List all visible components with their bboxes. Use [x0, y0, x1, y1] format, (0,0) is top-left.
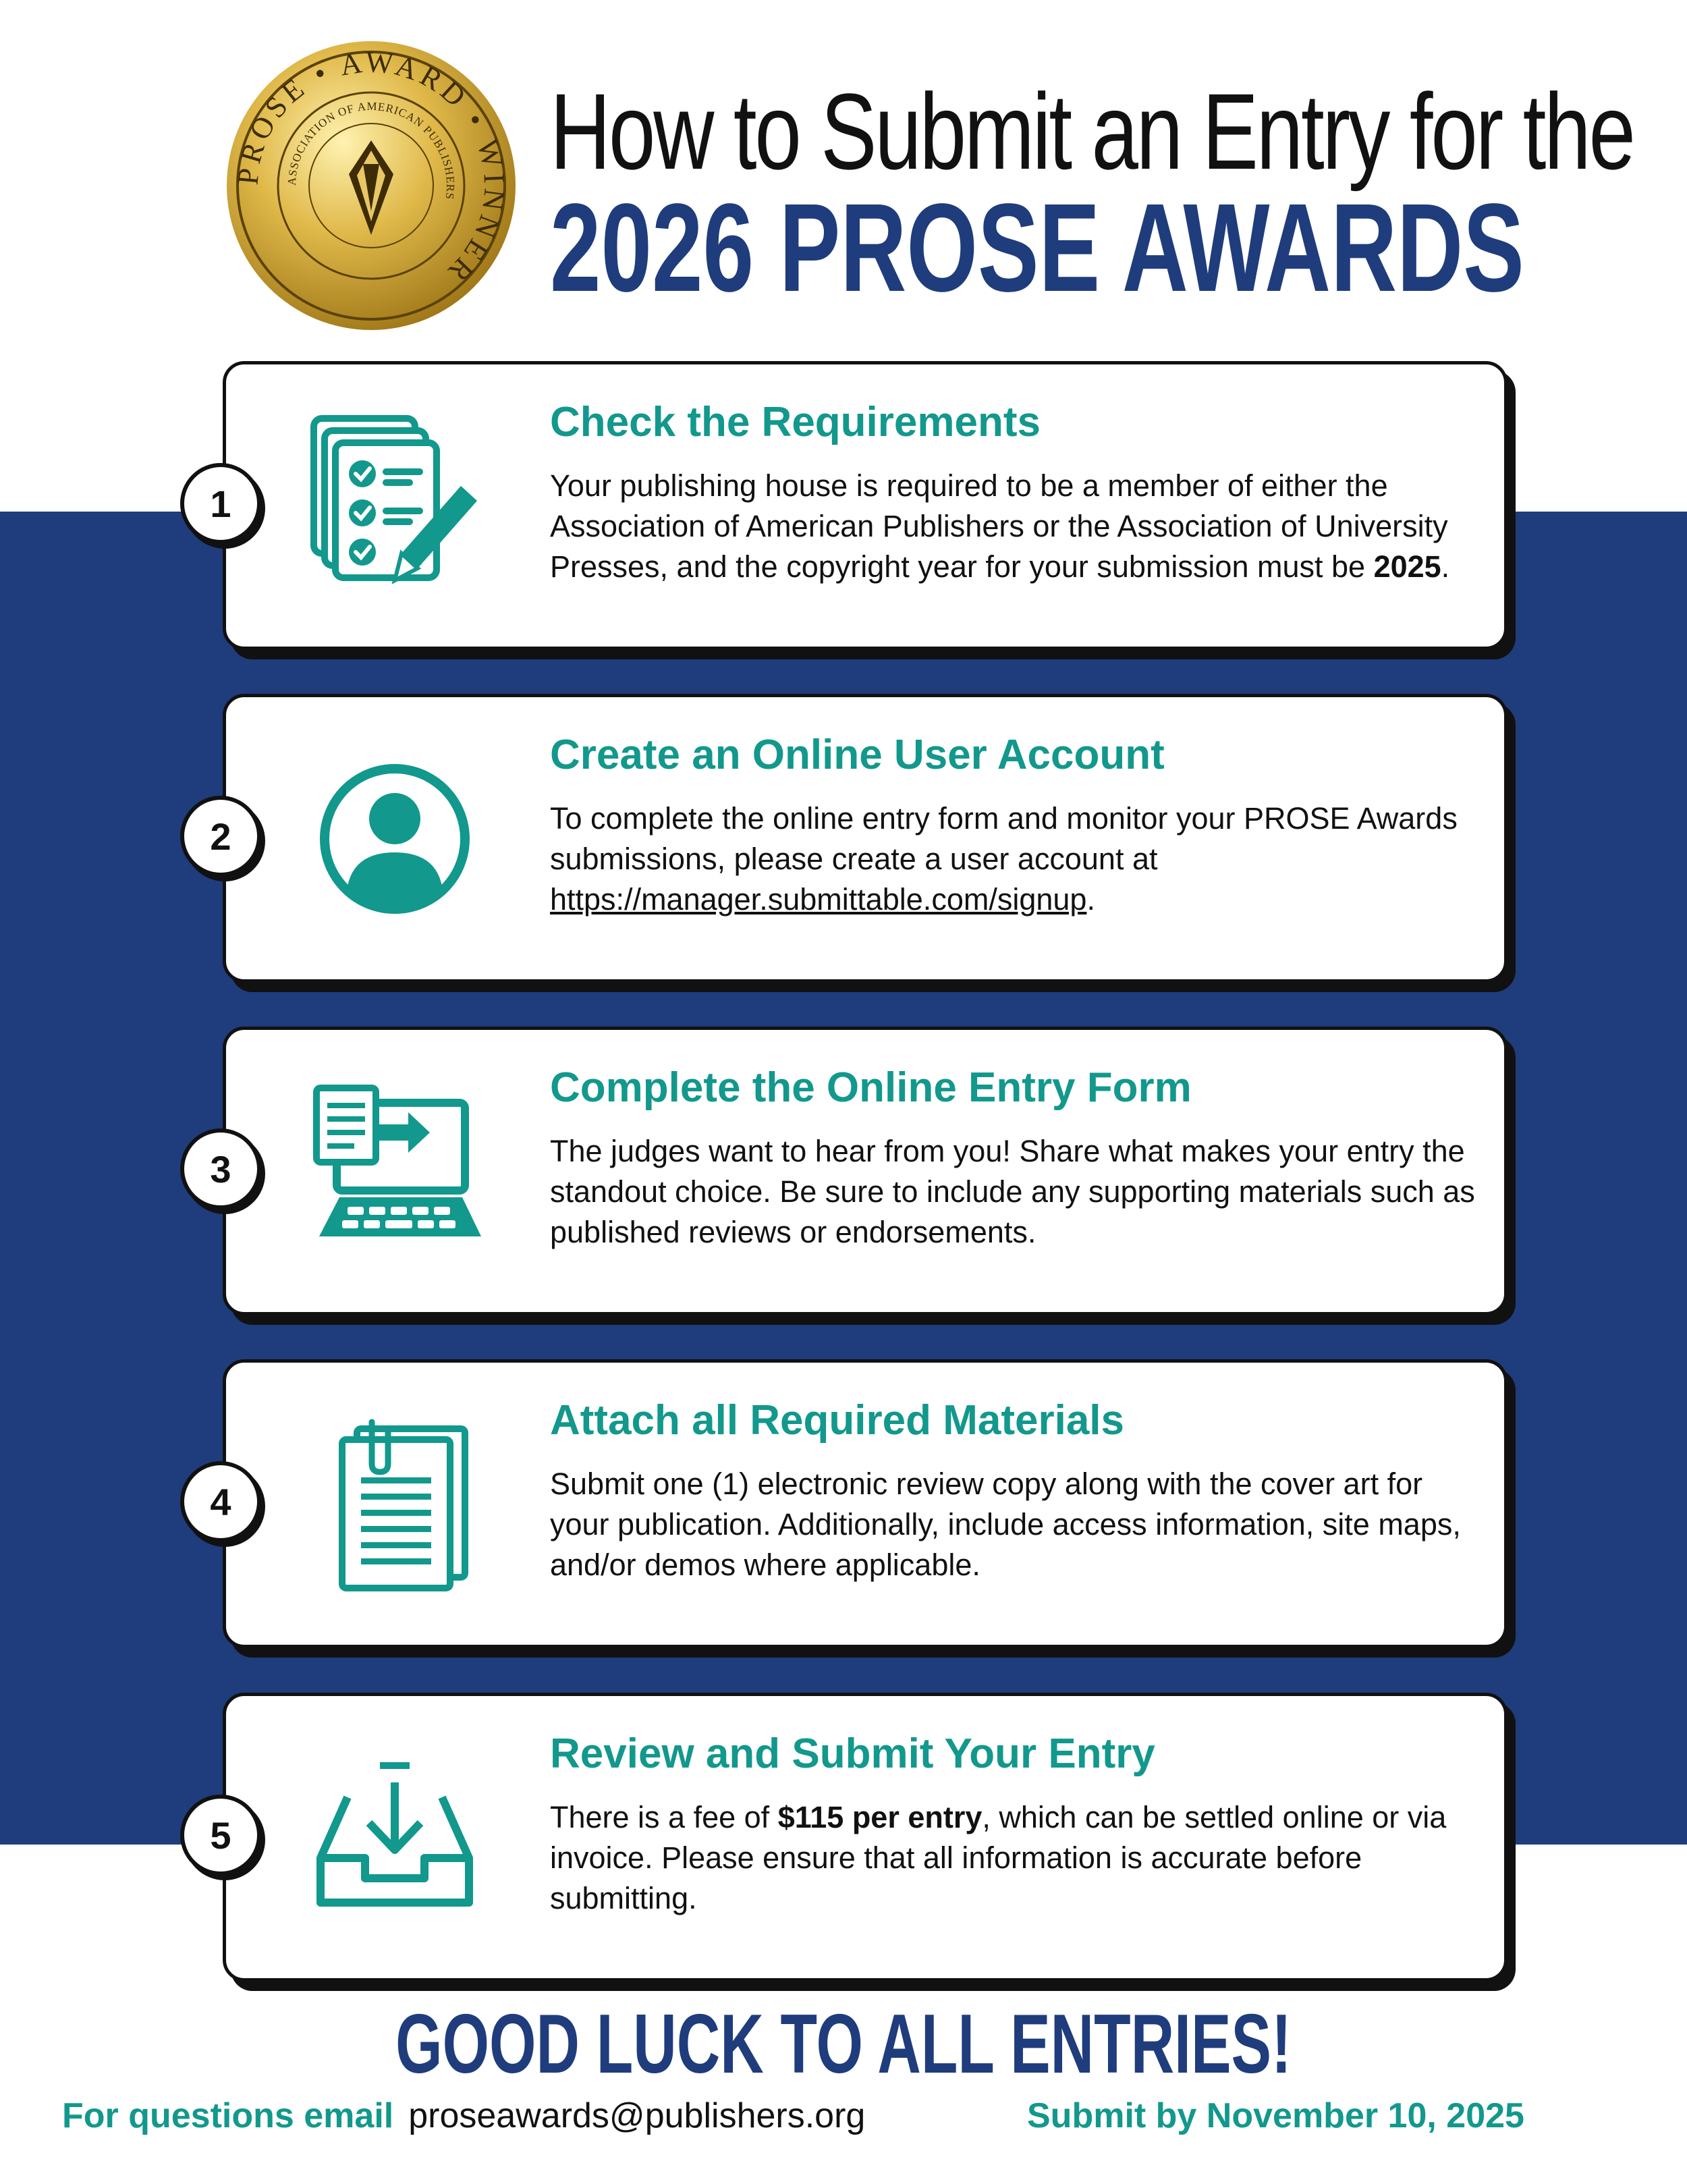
clipped-documents-icon	[307, 1410, 482, 1599]
step-description: There is a fee of $115 per entry, which can be settled online or via invoice. Please ensure that all information is accurate before submitting.	[550, 1800, 1447, 1915]
prose-award-seal-logo	[225, 39, 518, 332]
step-description: To complete the online entry form and monitor your PROSE Awards submissions, please create a user account at https://manager.submittable.com/signup.	[550, 801, 1458, 917]
step-description: The judges want to hear from you! Share what makes your entry the standout choice. Be sure to include any supporting materials such as published reviews or endorsements.	[550, 1134, 1475, 1249]
step-card-3	[210, 1027, 1508, 1315]
entry-fee: $115 per entry	[777, 1800, 983, 1834]
step-card-2	[210, 694, 1508, 983]
step-card-1	[210, 361, 1508, 650]
signup-link[interactable]: https://manager.submittable.com/signup	[550, 882, 1087, 917]
step-title: Create an Online User Account	[550, 732, 1165, 778]
submission-deadline: Submit by November 10, 2025	[1027, 2096, 1524, 2135]
seal-inner-text: ASSOCIATION OF AMERICAN PUBLISHERS	[285, 99, 458, 201]
seal-outer-text: PROSE • AWARD • WINNER	[231, 45, 511, 292]
contact-line	[62, 2096, 865, 2136]
header-title-line1: How to Submit an Entry for the	[550, 71, 1634, 192]
questions-label: For questions email	[62, 2096, 394, 2135]
contact-email-link[interactable]: proseawards@publishers.org	[408, 2096, 866, 2135]
step-number-badge: 2	[180, 796, 261, 877]
step-number-badge: 3	[180, 1128, 261, 1209]
good-luck-banner	[0, 1996, 1687, 2092]
step-title: Check the Requirements	[550, 399, 1041, 445]
user-account-icon	[307, 744, 482, 933]
header-title-line2: 2026 PROSE AWARDS	[550, 178, 1524, 318]
step-card-5	[210, 1693, 1508, 1982]
step-number-badge: 4	[180, 1461, 261, 1542]
step-card-4	[210, 1359, 1508, 1648]
step-title: Review and Submit Your Entry	[550, 1730, 1155, 1777]
good-luck-text: GOOD LUCK TO ALL ENTRIES!	[395, 1998, 1292, 2091]
copyright-year: 2025	[1373, 549, 1441, 584]
step-number-badge: 5	[180, 1795, 261, 1876]
inbox-download-icon	[307, 1743, 482, 1932]
step-description: Submit one (1) electronic review copy along with the cover art for your publication. Additionally, include access information, site maps, and/or demos where applicable.	[550, 1467, 1461, 1582]
step-title: Complete the Online Entry Form	[550, 1064, 1192, 1111]
laptop-form-icon	[307, 1077, 482, 1266]
step-description: Your publishing house is required to be a member of either the Association of American Publishers or the Association of University Presses, and the copyright year for your submission must be 2025.	[550, 468, 1450, 584]
step-title: Attach all Required Materials	[550, 1397, 1125, 1444]
step-number-badge: 1	[180, 463, 261, 544]
checklist-icon	[307, 412, 482, 601]
